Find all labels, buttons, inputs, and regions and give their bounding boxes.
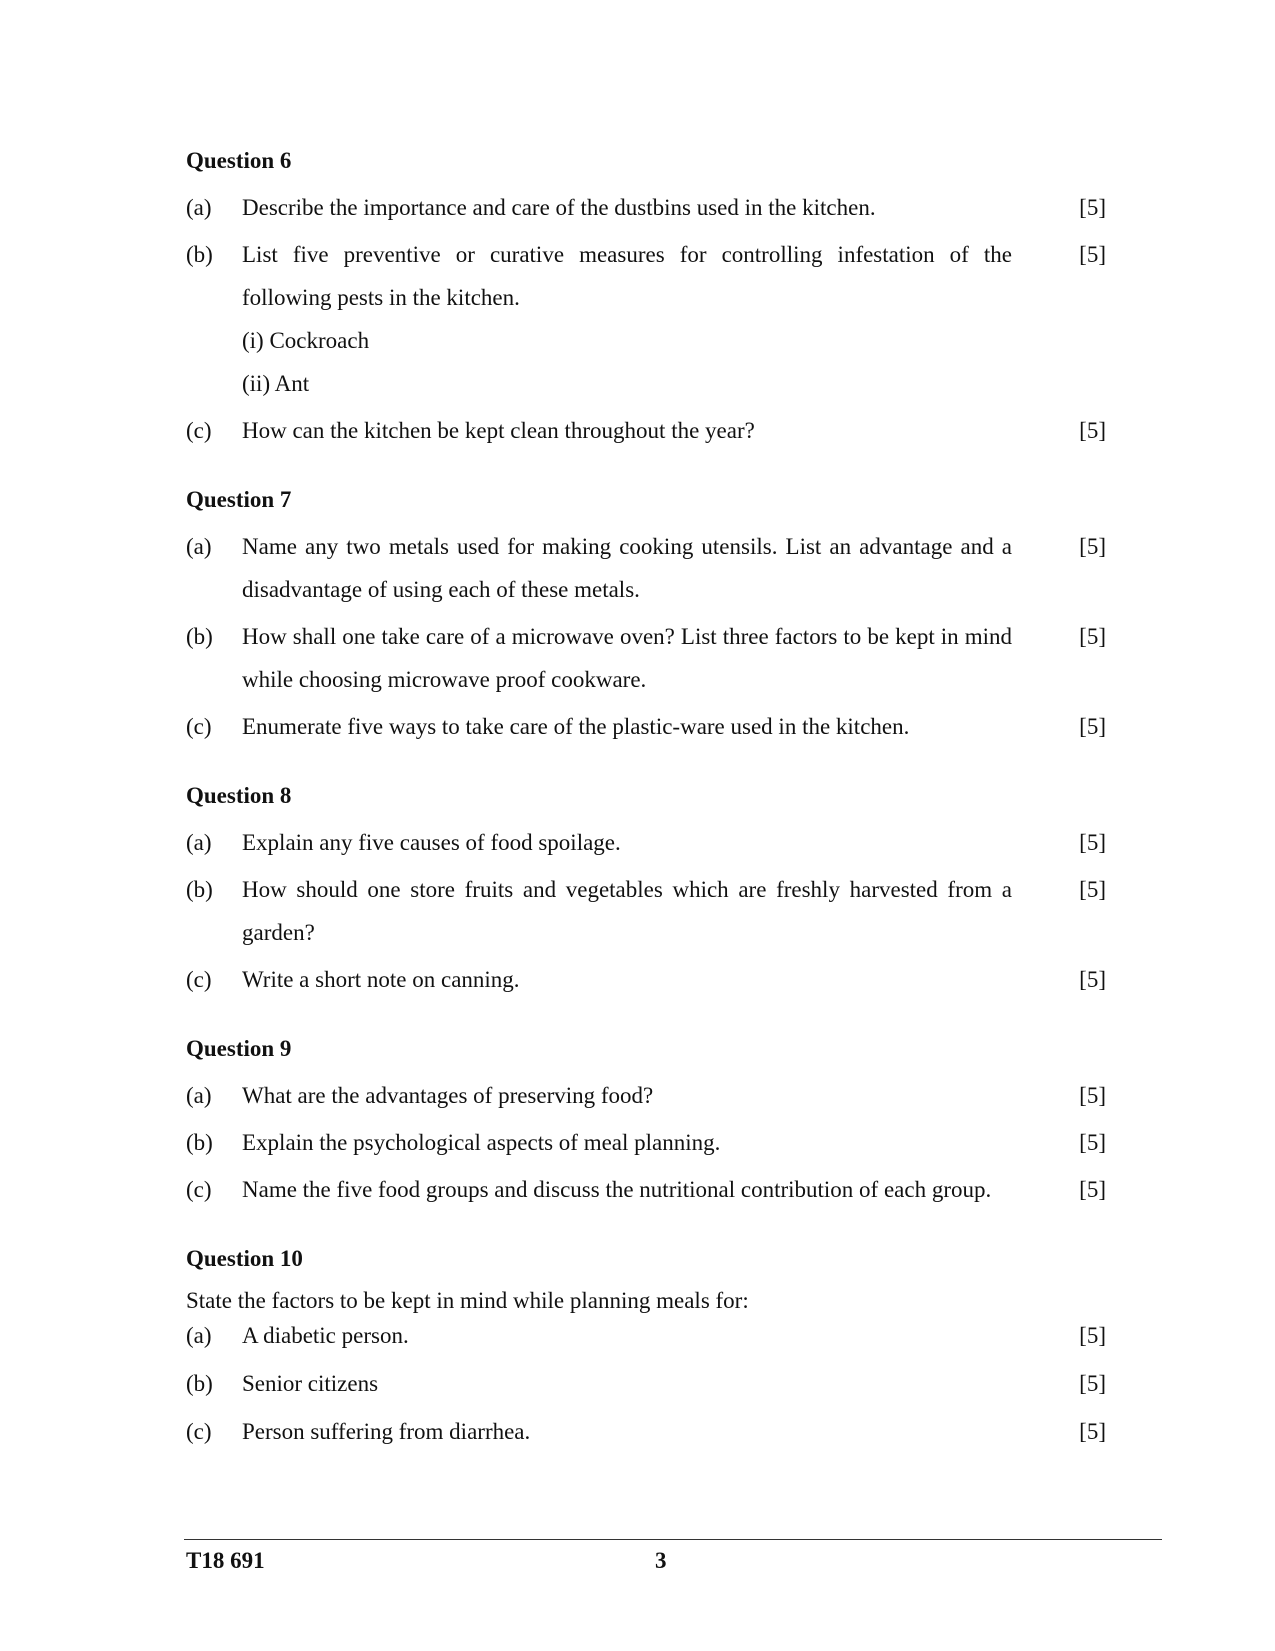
part-text: How should one store fruits and vegetables which are freshly harvested from a garden?	[242, 877, 1012, 945]
question-part	[186, 1121, 1106, 1164]
part-marks: [5]	[1079, 1419, 1106, 1444]
part-marks: [5]	[1079, 1130, 1106, 1155]
part-label: (a)	[186, 1323, 212, 1348]
question-title: Question 7	[186, 487, 292, 512]
part-label: (c)	[186, 967, 212, 992]
question-9	[186, 1034, 1106, 1211]
question-part	[186, 525, 1106, 611]
part-label: (a)	[186, 830, 212, 855]
question-7	[186, 485, 1106, 748]
question-part	[186, 1168, 1106, 1211]
part-marks: [5]	[1079, 830, 1106, 855]
part-marks: [5]	[1079, 1371, 1106, 1396]
part-marks: [5]	[1079, 195, 1106, 220]
question-title: Question 10	[186, 1246, 303, 1271]
part-text: List five preventive or curative measures for controlling infestation of the following pests in the kitchen.	[242, 242, 1012, 310]
part-text: How shall one take care of a microwave oven? List three factors to be kept in mind while choosing microwave proof cookware.	[242, 624, 1012, 692]
part-marks: [5]	[1079, 967, 1106, 992]
question-part	[186, 868, 1106, 954]
part-text: Explain any five causes of food spoilage.	[242, 830, 621, 855]
question-part	[186, 233, 1106, 405]
part-text: Explain the psychological aspects of meal planning.	[242, 1130, 721, 1155]
part-marks: [5]	[1079, 1177, 1106, 1202]
part-text: Name any two metals used for making cooking utensils. List an advantage and a disadvantage of using each of these metals.	[242, 534, 1012, 602]
question-part	[186, 615, 1106, 701]
paper-code: T18 691	[186, 1548, 265, 1573]
part-marks: [5]	[1079, 418, 1106, 443]
question-part	[186, 186, 1106, 229]
part-text: Write a short note on canning.	[242, 967, 520, 992]
question-part	[186, 1414, 1106, 1450]
part-marks: [5]	[1079, 1083, 1106, 1108]
part-label: (a)	[186, 195, 212, 220]
part-label: (c)	[186, 1419, 212, 1444]
part-marks: [5]	[1079, 242, 1106, 267]
question-10	[186, 1244, 1106, 1450]
part-label: (b)	[186, 624, 213, 649]
part-label: (a)	[186, 534, 212, 559]
part-marks: [5]	[1079, 624, 1106, 649]
sub-item: (ii) Ant	[242, 371, 310, 396]
part-marks: [5]	[1079, 714, 1106, 739]
part-text: Enumerate five ways to take care of the plastic-ware used in the kitchen.	[242, 714, 910, 739]
part-label: (b)	[186, 1130, 213, 1155]
part-label: (c)	[186, 418, 212, 443]
question-8	[186, 781, 1106, 1001]
footer-divider	[184, 1539, 1162, 1540]
part-text: Describe the importance and care of the dustbins used in the kitchen.	[242, 195, 876, 220]
question-title: Question 9	[186, 1036, 292, 1061]
question-part	[186, 705, 1106, 748]
question-part	[186, 409, 1106, 452]
question-6	[186, 146, 1106, 452]
sub-item: (i) Cockroach	[242, 328, 370, 353]
part-text: What are the advantages of preserving food?	[242, 1083, 654, 1108]
question-intro: State the factors to be kept in mind while planning meals for:	[186, 1288, 749, 1313]
question-title: Question 6	[186, 148, 292, 173]
part-text: A diabetic person.	[242, 1323, 409, 1348]
part-body	[242, 233, 1012, 405]
part-text: Person suffering from diarrhea.	[242, 1419, 531, 1444]
part-label: (c)	[186, 1177, 212, 1202]
page-number: 3	[655, 1548, 667, 1573]
part-label: (b)	[186, 877, 213, 902]
part-text: Senior citizens	[242, 1371, 379, 1396]
part-marks: [5]	[1079, 877, 1106, 902]
part-text: Name the five food groups and discuss the nutritional contribution of each group.	[242, 1177, 992, 1202]
question-part	[186, 1074, 1106, 1117]
part-label: (a)	[186, 1083, 212, 1108]
question-part	[186, 821, 1106, 864]
part-text: How can the kitchen be kept clean throughout the year?	[242, 418, 755, 443]
question-part	[186, 1318, 1106, 1354]
part-label: (c)	[186, 714, 212, 739]
question-part	[186, 958, 1106, 1001]
question-paper-content	[186, 146, 1106, 1483]
part-marks: [5]	[1079, 534, 1106, 559]
part-marks: [5]	[1079, 1323, 1106, 1348]
question-title: Question 8	[186, 783, 292, 808]
question-part	[186, 1366, 1106, 1402]
part-label: (b)	[186, 242, 213, 267]
part-label: (b)	[186, 1371, 213, 1396]
